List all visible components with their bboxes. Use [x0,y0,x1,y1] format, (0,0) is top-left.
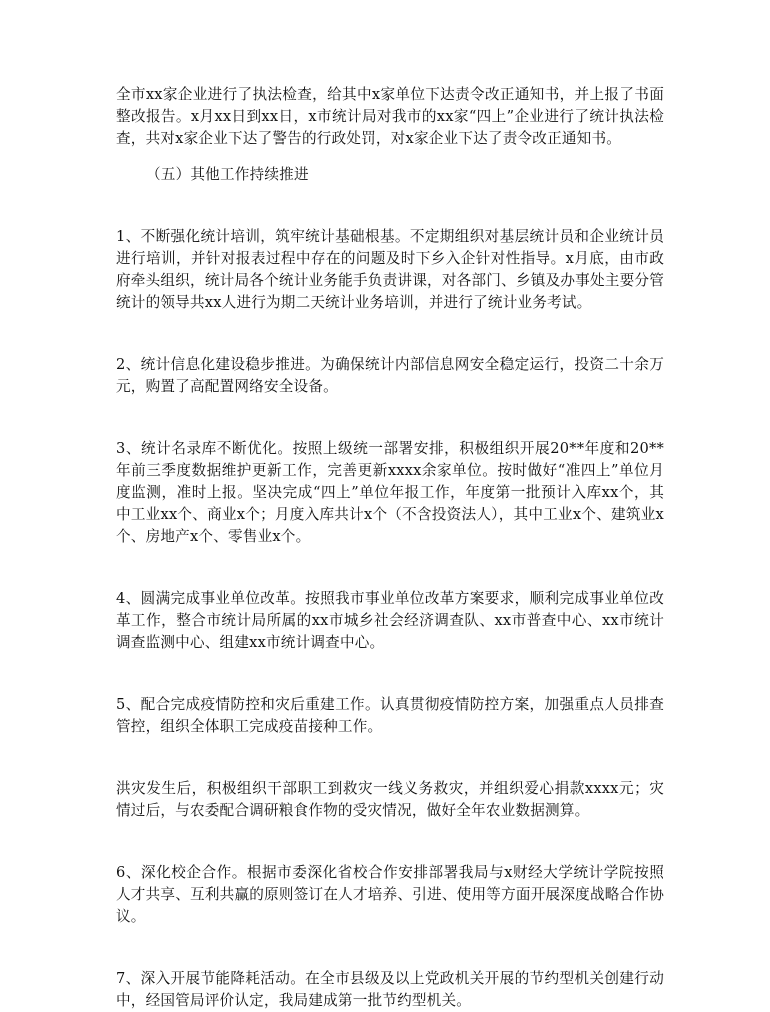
paragraph-enforcement-summary: 全市xx家企业进行了执法检查，给其中x家单位下达责令改正通知书，并上报了书面整改报告。x月xx日到xx日，x市统计局对我市的xx家“四上”企业进行了统计执法检查，共对x家企业下达了警告的行政处罚，对x家企业下达了责令改正通知书。 [116,86,664,147]
document-page [116,84,664,1012]
paragraph-directory: 3、统计名录库不断优化。按照上级统一部署安排，积极组织开展20**年度和20**年前三季度数据维护更新工作，完善更新xxxx余家单位。按时做好“准四上”单位月度监测，准时上报。坚决完成“四上”单位年报工作，年度第一批预计入库xx个，其中工业xx个、商业x个；月度入库共计x个（不含投资法人），其中工业x个、建筑业x个、房地产x个、零售业x个。 [116,440,664,545]
paragraph-training: 1、不断强化统计培训，筑牢统计基础根基。不定期组织对基层统计员和企业统计员进行培训，并针对报表过程中存在的问题及时下乡入企针对性指导。x月底，由市政府牵头组织，统计局各个统计业务能手负责讲课，对各部门、乡镇及办事处主要分管统计的领导共xx人进行为期二天统计业务培训，并进行了统计业务考试。 [116,228,664,311]
paragraph-energy-saving: 7、深入开展节能降耗活动。在全市县级及以上党政机关开展的节约型机关创建行动中，经国管局评价认定，我局建成第一批节约型机关。 [116,970,664,1009]
section-heading-other-work: （五）其他工作持续推进 [146,166,309,183]
paragraph-flood-relief: 洪灾发生后，积极组织干部职工到救灾一线义务救灾，并组织爱心捐款xxxx元；灾情过后，与农委配合调研粮食作物的受灾情况，做好全年农业数据测算。 [116,780,664,819]
paragraph-school-enterprise: 6、深化校企合作。根据市委深化省校合作安排部署我局与x财经大学统计学院按照人才共享、互利共赢的原则签订在人才培养、引进、使用等方面开展深度战略合作协议。 [116,864,664,925]
paragraph-epidemic: 5、配合完成疫情防控和灾后重建工作。认真贯彻疫情防控方案，加强重点人员排查管控，组织全体职工完成疫苗接种工作。 [116,696,664,735]
paragraph-institution-reform: 4、圆满完成事业单位改革。按照我市事业单位改革方案要求，顺利完成事业单位改革工作，整合市统计局所属的xx市城乡社会经济调查队、xx市普查中心、xx市统计调查监测中心、组建xx市统计调查中心。 [116,590,664,651]
paragraph-informatization: 2、统计信息化建设稳步推进。为确保统计内部信息网安全稳定运行，投资二十余万元，购置了高配置网络安全设备。 [116,356,664,395]
